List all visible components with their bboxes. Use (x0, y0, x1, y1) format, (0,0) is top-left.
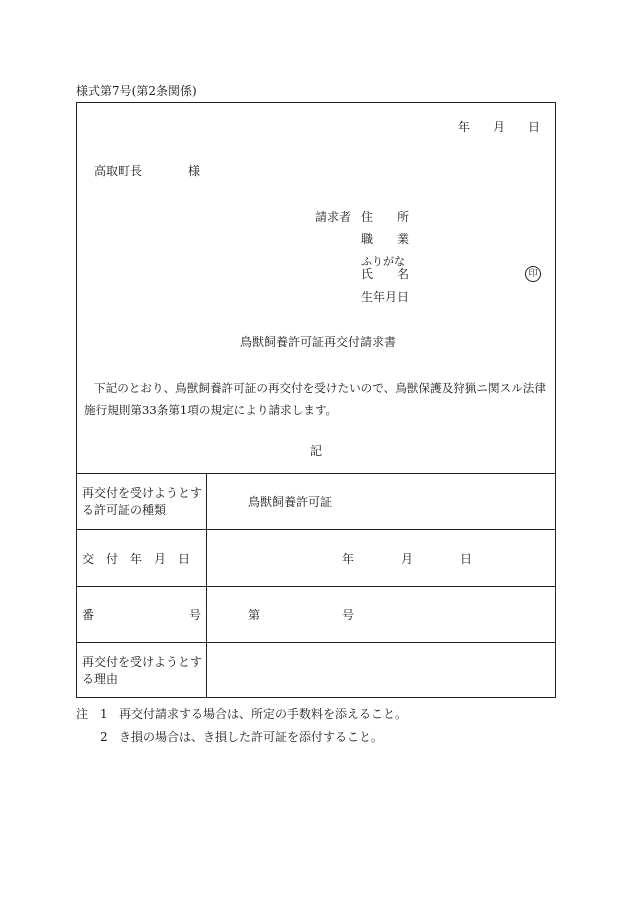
note-2-text: き損の場合は、き損した許可証を添付すること。 (119, 730, 384, 744)
row3-value-left: 第 (248, 608, 261, 622)
row4-label-line-2: る理由 (82, 672, 119, 686)
document-title: 鳥獣飼養許可証再交付請求書 (240, 335, 397, 349)
table-top-border (76, 473, 556, 474)
date-year-label: 年 (458, 120, 471, 134)
row1-value: 鳥獣飼養許可証 (248, 495, 333, 509)
requester-birthdate-label: 生年月日 (361, 290, 410, 304)
requester-furigana-label: ふりがな (361, 255, 405, 268)
note-1-text: 再交付請求する場合は、所定の手数料を添えること。 (119, 707, 408, 721)
requester-occupation-label: 職 業 (361, 232, 410, 246)
date-day-label: 日 (528, 120, 541, 134)
seal-mark: 印 (525, 266, 541, 282)
row4-label-line-1: 再交付を受けようとす (82, 655, 203, 669)
row2-day: 日 (460, 552, 473, 566)
row2-year: 年 (342, 552, 355, 566)
date-month-label: 月 (493, 120, 506, 134)
requester-label: 請求者 (315, 210, 352, 224)
addressee-honorific: 様 (188, 164, 201, 178)
table-row-divider (76, 642, 556, 643)
row3-value-right: 号 (342, 608, 355, 622)
form-number-label: 様式第7号(第2条関係) (76, 84, 197, 98)
note-1-number: 1 (100, 707, 108, 721)
requester-name-label: 氏 名 (361, 267, 410, 281)
body-text-line-1: 下記のとおり、鳥獣飼養許可証の再交付を受けたいので、鳥獣保護及狩猟ニ関スル法律 (94, 381, 546, 395)
notes-prefix: 注 (76, 707, 89, 721)
row3-label-right: 号 (189, 608, 202, 622)
row3-label-left: 番 (82, 608, 95, 622)
requester-address-label: 住 所 (361, 210, 410, 224)
row1-label-line-2: る許可証の種類 (82, 503, 167, 517)
table-row-divider (76, 529, 556, 530)
row2-month: 月 (401, 552, 414, 566)
form-frame (76, 102, 556, 698)
body-text-line-2: 施行規則第33条第1項の規定により請求します。 (84, 403, 338, 417)
addressee-name: 高取町長 (94, 164, 143, 178)
table-row-divider (76, 586, 556, 587)
row2-label: 交 付 年 月 日 (82, 552, 191, 566)
ki-mark: 記 (310, 444, 323, 458)
note-2-number: 2 (100, 730, 108, 744)
row1-label-line-1: 再交付を受けようとす (82, 486, 203, 500)
table-column-divider (206, 473, 207, 698)
